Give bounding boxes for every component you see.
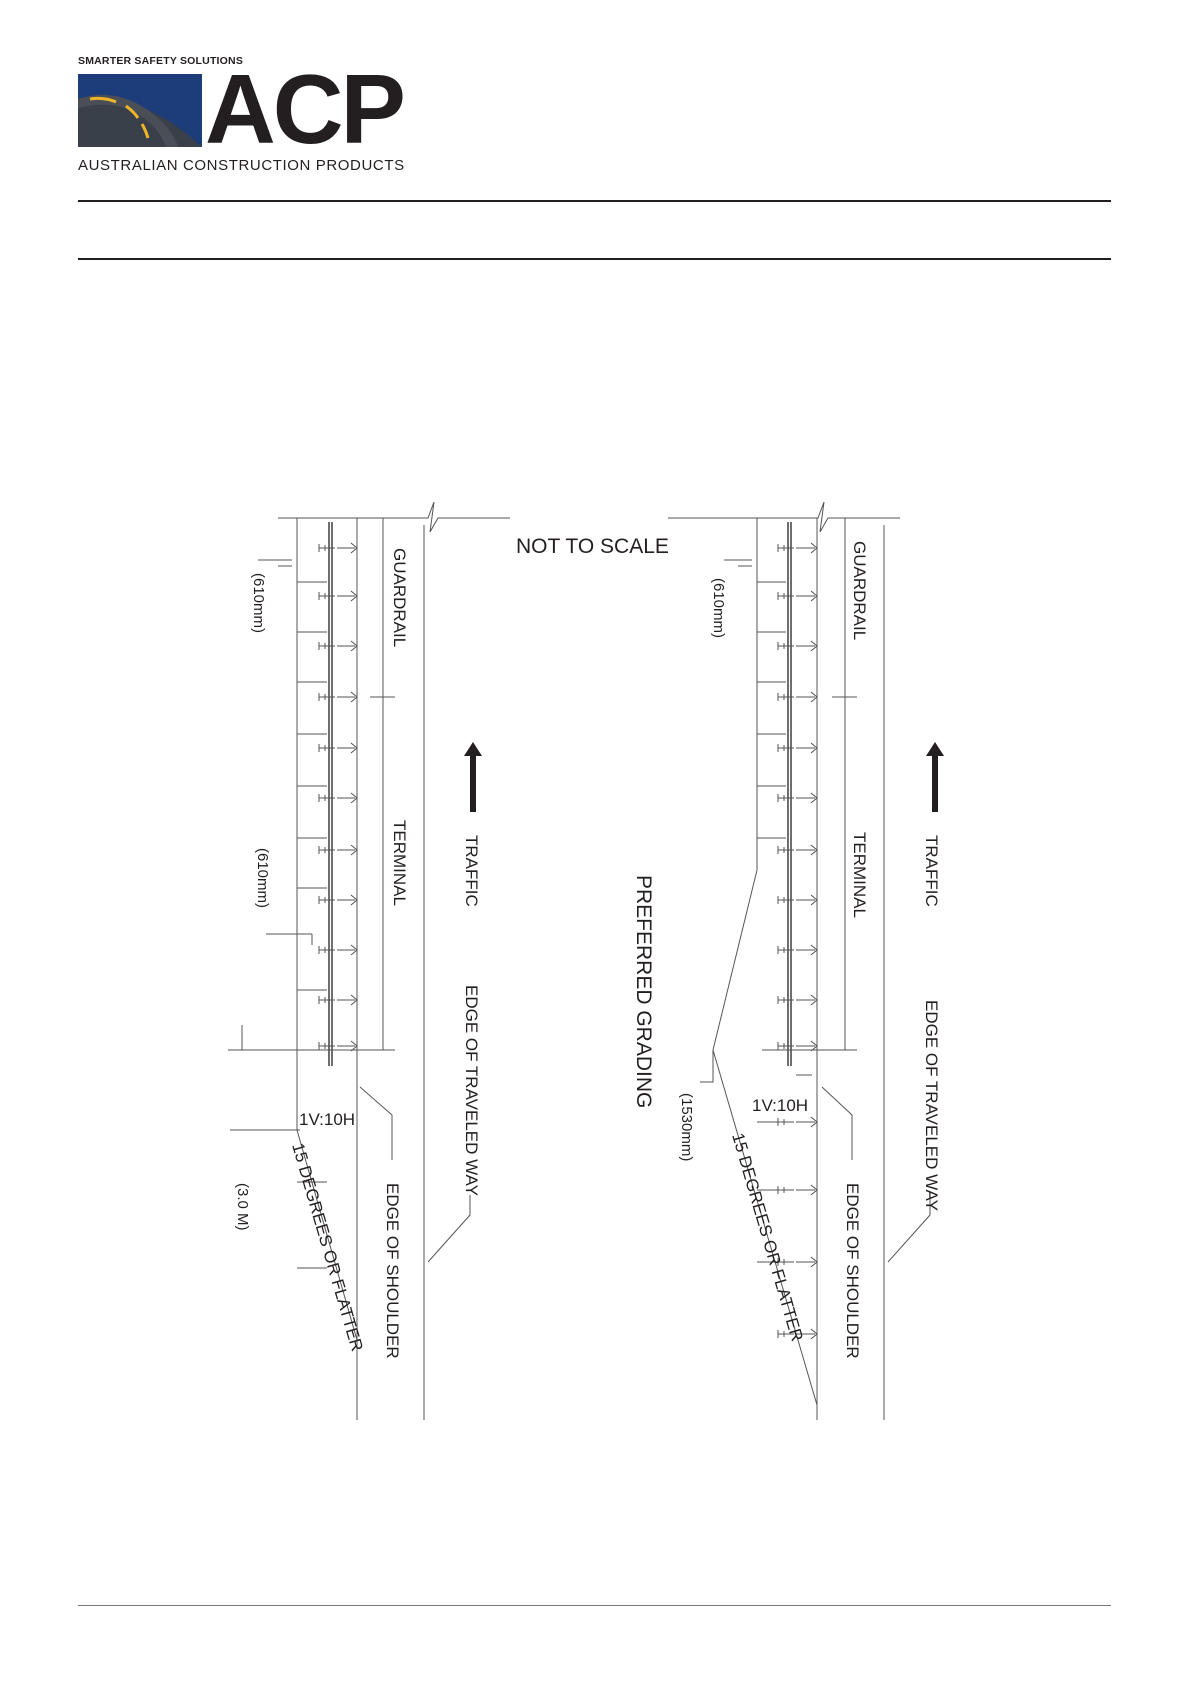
post-ground-tick [796, 692, 817, 702]
scale-note: NOT TO SCALE [516, 535, 669, 558]
post-ground-tick [796, 845, 817, 855]
right-break-line [668, 502, 900, 532]
right-dim-top-label: (610mm) [710, 578, 727, 639]
post-ground-tick [337, 692, 357, 702]
post-ground-tick [796, 743, 817, 753]
post-ground-tick [337, 641, 357, 651]
right-terminal-label: TERMINAL [850, 832, 869, 918]
left-edge-traveled-way-label: EDGE OF TRAVELED WAY [462, 985, 481, 1196]
left-traffic-arrow-icon [464, 742, 482, 812]
left-layout [228, 502, 510, 1420]
right-slope-note-label: 15 DEGREES OR FLATTER [728, 1130, 807, 1344]
right-traffic-arrow-icon [926, 742, 944, 812]
post-ground-tick [796, 543, 817, 553]
left-dim-bottom-label: (3.0 M) [234, 1183, 251, 1231]
post-ground-tick [796, 1117, 817, 1127]
post-ground-tick [337, 845, 357, 855]
left-dim-bottom-ticks [228, 1025, 300, 1050]
right-traffic-label: TRAFFIC [922, 835, 941, 907]
left-traveled-leader [428, 1195, 470, 1262]
left-break-line [278, 502, 510, 532]
post-ground-tick [796, 995, 817, 1005]
left-dim-mid-label: (610mm) [254, 848, 271, 909]
post-ground-tick [337, 995, 357, 1005]
right-dim-top-ticks [724, 560, 752, 566]
center-title: PREFERRED GRADING [632, 875, 655, 1109]
left-terminal-label: TERMINAL [390, 820, 409, 906]
logo-tagline: SMARTER SAFETY SOLUTIONS [78, 55, 244, 67]
right-shoulder-leader [822, 1087, 852, 1160]
left-edge-shoulder-label: EDGE OF SHOULDER [383, 1183, 402, 1359]
left-dim-top-ticks [258, 560, 292, 566]
post-ground-tick [337, 793, 357, 803]
right-dim-bottom-ticks [700, 1050, 713, 1082]
left-dim-top-label: (610mm) [250, 573, 267, 634]
post-ground-tick [796, 1257, 817, 1267]
post-ground-tick [337, 895, 357, 905]
post-ground-tick [337, 543, 357, 553]
post-ground-tick [796, 591, 817, 601]
post-ground-tick [796, 945, 817, 955]
post-ground-tick [796, 641, 817, 651]
left-slope-note-label: 15 DEGREES OR FLATTER [288, 1140, 367, 1354]
post-ground-tick [337, 591, 357, 601]
left-traffic-label: TRAFFIC [462, 835, 481, 907]
post-ground-tick [337, 743, 357, 753]
logo-company-name: AUSTRALIAN CONSTRUCTION PRODUCTS [78, 157, 405, 174]
right-edge-shoulder-label: EDGE OF SHOULDER [843, 1183, 862, 1359]
footer-rule [78, 1605, 1111, 1606]
post-ground-tick [796, 1185, 817, 1195]
left-guardrail-label: GUARDRAIL [390, 548, 409, 648]
left-dim-mid-ticks [266, 934, 312, 945]
right-guardrail-label: GUARDRAIL [850, 541, 869, 641]
right-dim-bottom-label: (1530mm) [678, 1093, 695, 1162]
left-shoulder-leader [360, 1087, 392, 1160]
post-ground-tick [337, 945, 357, 955]
right-layout [668, 502, 944, 1420]
post-ground-tick [796, 793, 817, 803]
right-slope-ratio-label: 1V:10H [752, 1096, 809, 1115]
post-ground-tick [796, 895, 817, 905]
left-slope-ratio-label: 1V:10H [299, 1110, 356, 1129]
right-edge-traveled-way-label: EDGE OF TRAVELED WAY [922, 1000, 941, 1211]
logo-brand: ACP [205, 54, 403, 164]
